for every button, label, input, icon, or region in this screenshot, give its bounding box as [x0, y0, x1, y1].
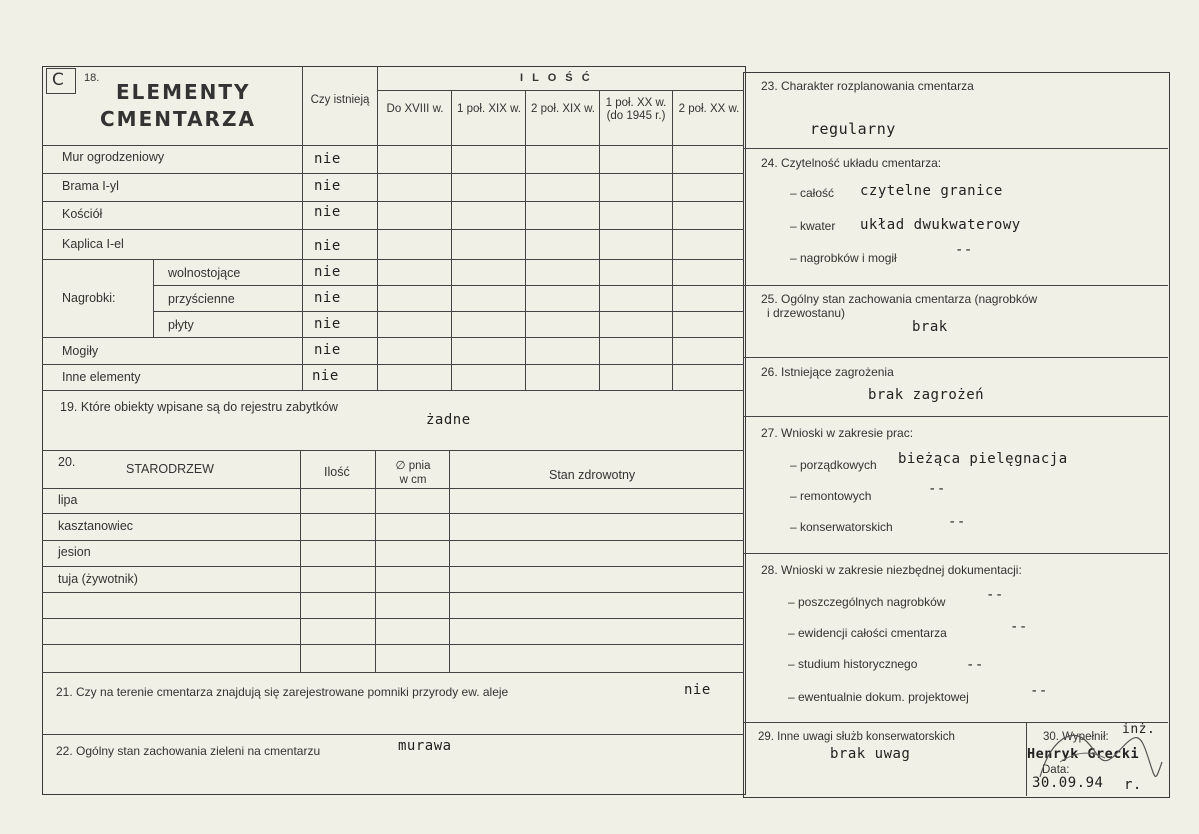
- q30-title: inż.: [1122, 722, 1156, 737]
- q29-answer: brak uwag: [830, 746, 911, 762]
- q30-label: 30. Wypełnił:: [1043, 731, 1109, 743]
- row-line: [153, 285, 744, 286]
- element-value: nie: [314, 151, 341, 167]
- q24-item-answer: czytelne granice: [860, 183, 1003, 199]
- q27-bottom: [743, 553, 1168, 554]
- elements-header-bottom: [42, 145, 744, 146]
- q28-item-label: – ewentualnie dokum. projektowej: [788, 690, 969, 704]
- element-value: nie: [314, 264, 341, 280]
- q26-label: 26. Istniejące zagrożenia: [761, 365, 894, 379]
- elements-col-divider-name: [302, 66, 303, 390]
- period-header: Do XVIII w.: [386, 103, 444, 115]
- element-label: Mogiły: [62, 344, 99, 358]
- elements-col-divider-p4: [599, 90, 600, 390]
- q21-answer: nie: [684, 682, 711, 698]
- trees-row-line: [42, 513, 744, 514]
- q28-item-label: – studium historycznego: [788, 657, 918, 671]
- signature-scribble: [1030, 722, 1165, 794]
- row-line: [42, 364, 744, 365]
- trees-row-line: [42, 644, 744, 645]
- q21-bottom: [42, 734, 744, 735]
- q30-date: 30.09.94: [1032, 775, 1104, 791]
- q30-name: Henryk Grecki: [1027, 746, 1140, 762]
- trees-row-line: [42, 618, 744, 619]
- q24-bottom: [743, 285, 1168, 286]
- period-header: 1 poł. XIX w.: [457, 103, 521, 115]
- elements-col-divider-p3: [525, 90, 526, 390]
- q23-bottom: [743, 148, 1168, 149]
- q27-item-label: – porządkowych: [790, 458, 877, 472]
- trees-health-header: Stan zdrowotny: [549, 468, 636, 482]
- element-value: nie: [314, 238, 341, 254]
- element-label: płyty: [168, 318, 194, 332]
- q28-item-label: – ewidencji całości cmentarza: [788, 626, 947, 640]
- q23-label: 23. Charakter rozplanowania cmentarza: [761, 79, 974, 93]
- q19-bottom: [42, 450, 744, 451]
- q25-label: i drzewostanu): [767, 306, 846, 320]
- elements-col-divider-p5: [672, 90, 673, 390]
- q27-item-label: – konserwatorskich: [790, 520, 893, 534]
- graves-group-label: Nagrobki:: [62, 291, 116, 305]
- period-header: 2 poł. XIX w.: [531, 103, 595, 115]
- q22-label: 22. Ogólny stan zachowania zieleni na cmentarzu: [56, 744, 321, 758]
- q24-label: 24. Czytelność układu cmentarza:: [761, 156, 942, 170]
- trees-count-header: Ilość: [324, 465, 350, 479]
- element-label: Kościół: [62, 207, 103, 221]
- q27-item-label: – remontowych: [790, 489, 872, 503]
- period-header: 1 poł. XX w. (do 1945 r.): [605, 97, 667, 122]
- q26-bottom: [743, 416, 1168, 417]
- q25-bottom: [743, 357, 1168, 358]
- q29-label: 29. Inne uwagi służb konserwatorskich: [758, 731, 955, 743]
- q21-label: 21. Czy na terenie cmentarza znajdują się zarejestrowane pomniki przyrody ew. aleje: [56, 685, 509, 699]
- trees-header-bottom: [42, 488, 744, 489]
- elements-col-divider-p2: [451, 90, 452, 390]
- trees-col-divider: [300, 450, 301, 672]
- row-line: [42, 173, 744, 174]
- q30-date-suffix: r.: [1124, 777, 1142, 793]
- trees-diameter-unit: w cm: [399, 474, 427, 486]
- q28-label: 28. Wnioski w zakresie niezbędnej dokumentacji:: [761, 563, 1022, 577]
- trees-row-line: [42, 592, 744, 593]
- elements-table-bottom: [42, 390, 744, 391]
- trees-number: 20.: [58, 455, 76, 469]
- q28-item-label: – poszczególnych nagrobków: [788, 595, 946, 609]
- q24-item-answer: --: [955, 242, 973, 258]
- q25-answer: brak: [912, 319, 948, 335]
- q25-label: 25. Ogólny stan zachowania cmentarza (nagrobków: [761, 292, 1038, 306]
- tree-row-label: jesion: [58, 545, 91, 559]
- elements-col-divider-exists: [377, 66, 378, 390]
- q27-item-answer: bieżąca pielęgnacja: [898, 451, 1068, 467]
- element-label: Inne elementy: [62, 370, 141, 384]
- element-value: nie: [314, 178, 341, 194]
- q24-item-label: – kwater: [790, 219, 836, 233]
- q28-item-answer: --: [966, 657, 984, 673]
- row-line: [42, 229, 744, 230]
- element-label: wolnostojące: [168, 266, 241, 280]
- q30-date-label: Data:: [1042, 764, 1070, 776]
- period-header: 2 poł. XX w.: [678, 103, 740, 115]
- row-line: [153, 311, 744, 312]
- trees-col-divider: [449, 450, 450, 672]
- trees-table-bottom: [42, 672, 744, 673]
- q19-answer: żadne: [426, 412, 471, 428]
- q28-item-answer: --: [986, 587, 1004, 603]
- tree-row-label: kasztanowiec: [58, 519, 134, 533]
- trees-row-line: [42, 540, 744, 541]
- q24-item-label: – nagrobków i mogił: [790, 251, 897, 265]
- q27-item-answer: --: [928, 481, 946, 497]
- q28-item-answer: --: [1030, 683, 1048, 699]
- q19-label: 19. Które obiekty wpisane są do rejestru zabytków: [60, 400, 338, 414]
- row-line: [42, 259, 744, 260]
- element-value: nie: [314, 316, 341, 332]
- element-value: nie: [314, 342, 341, 358]
- tree-row-label: lipa: [58, 493, 78, 507]
- element-value: nie: [314, 290, 341, 306]
- trees-header: STARODRZEW: [126, 462, 214, 476]
- q28-item-answer: --: [1010, 619, 1028, 635]
- element-value: nie: [314, 204, 341, 220]
- graves-group-divider: [153, 259, 154, 337]
- quantity-header-line: [377, 90, 744, 91]
- row-line: [42, 337, 744, 338]
- q23-answer: regularny: [810, 120, 896, 138]
- q24-item-answer: układ dwukwaterowy: [860, 217, 1021, 233]
- q22-answer: murawa: [398, 738, 452, 754]
- row-line: [42, 201, 744, 202]
- trees-row-line: [42, 566, 744, 567]
- element-label: Mur ogrodzeniowy: [62, 150, 165, 164]
- element-label: Brama I-yl: [62, 179, 119, 193]
- element-value: nie: [312, 368, 339, 384]
- q27-item-answer: --: [948, 514, 966, 530]
- quantity-header: I L O Ś Ć: [520, 72, 593, 84]
- section-title-line2: CMENTARZA: [100, 107, 256, 131]
- trees-col-divider: [375, 450, 376, 672]
- q24-item-label: – całość: [790, 186, 835, 200]
- trees-diameter-header: ∅ pnia: [395, 460, 431, 472]
- element-label: Kaplica I-el: [62, 237, 124, 251]
- section-letter: C: [52, 70, 64, 90]
- q26-answer: brak zagrożeń: [868, 387, 985, 403]
- section-title-line1: ELEMENTY: [116, 80, 251, 104]
- element-label: przyścienne: [168, 292, 235, 306]
- section-number: 18.: [84, 72, 100, 84]
- exists-header: Czy istnieją: [310, 94, 370, 106]
- tree-row-label: tuja (żywotnik): [58, 572, 138, 586]
- q27-label: 27. Wnioski w zakresie prac:: [761, 426, 914, 440]
